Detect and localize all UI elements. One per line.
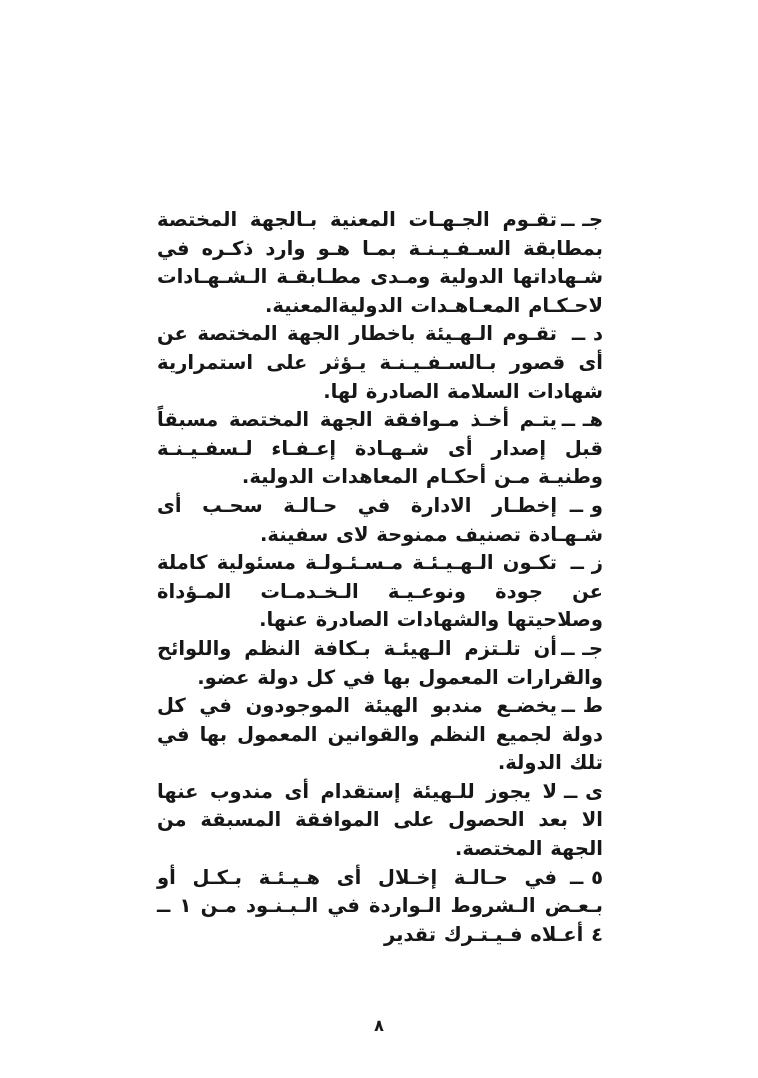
item-marker: ٥ ــ xyxy=(569,865,603,889)
item-marker: جـ ــ xyxy=(561,636,603,660)
item-marker: ى ــ xyxy=(564,779,603,803)
item-marker: و ــ xyxy=(569,493,603,517)
item-text: تقـوم الجـهـات المعنية بـالجهة المختصة بمطابقة السـفـيـنـة بمـا هـو وارد ذكـره في شـهاداتها الدولية ومـدى مطـابقـة الـشـهـادات لاحـكـام المعـاهـدات الدوليةالمعنية. xyxy=(157,208,603,317)
list-item xyxy=(157,406,603,492)
item-text: أن تلـتزم الـهيئـة بـكافة النظم واللوائح والقرارات المعمول بها في كل دولة عضو. xyxy=(157,636,603,689)
item-text: لا يجوز للـهيئة إستقدام أى مندوب عنها الا بعد الحصول على الموافقة المسبقة من الجهة المختصة. xyxy=(157,779,603,861)
list-item xyxy=(157,635,603,692)
item-text: يتـم أخـذ مـوافقة الجهة المختصة مسبقاً قبل إصدار أى شـهـادة إعـفـاء لـسفـيـنـة وطنيـة مـن أحكـام المعاهدات الدولية. xyxy=(157,408,603,489)
item-text: إخطـار الادارة في حـالـة سحـب أى شـهـادة تصنيف ممنوحة لاى سفينة. xyxy=(157,493,603,546)
list-item xyxy=(157,492,603,549)
item-text: يخضـع مندبو الهيئة الموجودون في كل دولة لجميع النظم والقوانين المعمول بها في تلك الدولة. xyxy=(157,694,603,775)
list-item xyxy=(157,692,603,778)
page-number: ٨ xyxy=(374,1016,384,1035)
item-text: تقـوم الـهـيئة باخطار الجهة المختصة عن أى قصور بـالسـفـيـنـة يـؤثر على استمرارية شهادات السلامة الصادرة لها. xyxy=(157,322,603,403)
clauses-list xyxy=(157,206,603,949)
item-marker: ز ــ xyxy=(570,551,603,575)
list-item xyxy=(157,778,603,864)
list-item xyxy=(157,206,603,320)
item-marker: ط ــ xyxy=(561,694,603,718)
list-item xyxy=(157,549,603,635)
list-item xyxy=(157,864,603,950)
item-text: في حـالـة إخـلال أى هـيـئـة بـكـل أو بـعـض الـشروط الـواردة في الـبـنـود مـن ١ ــ ٤ أعـلاه فـيـتـرك تقدير xyxy=(157,865,603,946)
item-marker: هـ ــ xyxy=(561,408,603,432)
item-marker: د ــ xyxy=(571,322,603,346)
list-item xyxy=(157,320,603,406)
item-text: تكـون الـهـيـئـة مـسـئـولـة مسئولية كاملة عن جودة ونوعـيـة الـخـدمـات المـؤداة وصلاحيتها والشهادات الصادرة عنها. xyxy=(157,551,603,632)
item-marker: جـ ــ xyxy=(561,208,603,231)
